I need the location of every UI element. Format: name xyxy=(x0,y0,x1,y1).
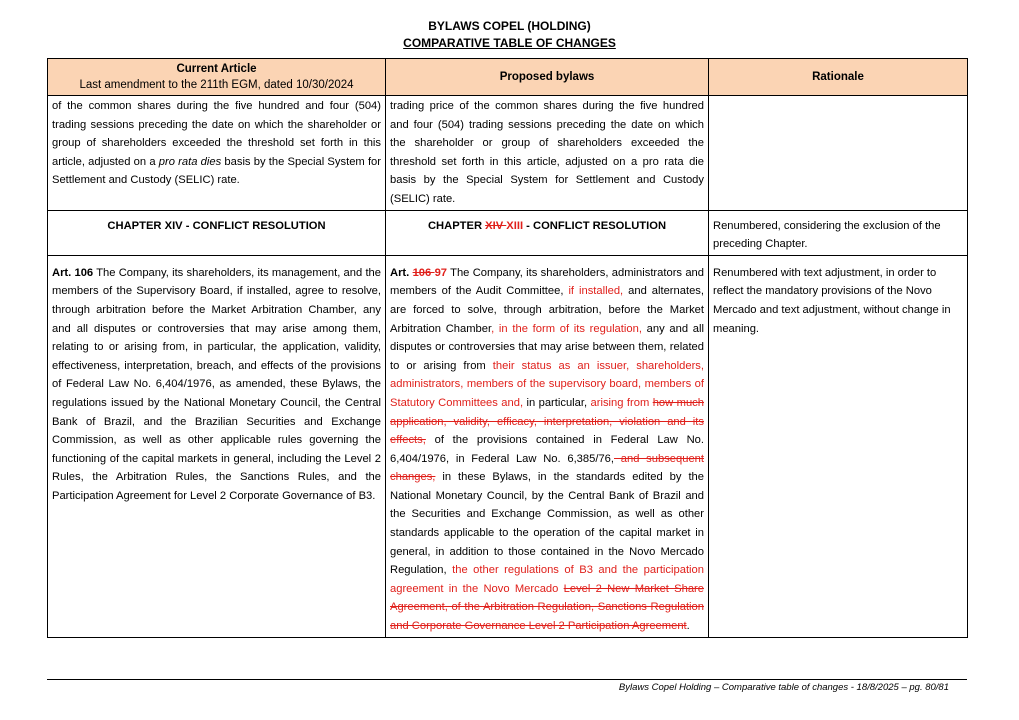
row3-text-1: The Company, its shareholders, administrators and members of the Audit Committee, xyxy=(390,266,704,298)
table-row xyxy=(48,210,968,255)
row2-proposed-b: - CONFLICT RESOLUTION xyxy=(523,219,667,232)
document-title: BYLAWS COPEL (HOLDING) xyxy=(428,19,591,33)
column-header-rationale: Rationale xyxy=(709,59,968,96)
row3-current-text: The Company, its shareholders, its management, and the members of the Supervisory Board, if installed, agree to resolve, through arbitration before the Market Arbitration Chamber, any and all disputes or controversies that may arise among them, relating to or arising from, in particular, the application, validity, effectiveness, interpretation, breach, and effects of the provisions of Federal Law No. 6,404/1976, as amended, these Bylaws, the regulations issued by the National Monetary Council, the Central Bank of Brazil, and the Brazilian Securities and Exchange Commission, as well as other applicable rules governing the functioning of the capital markets in general, including the Level 2 Rules, the Arbitration Rules, the Sanctions Rules, and the Participation Agreement for Level 2 Corporate Governance of B3. xyxy=(52,266,382,502)
page-footer: Bylaws Copel Holding – Comparative table of changes - 18/8/2025 – pg. 80/81 xyxy=(618,682,949,693)
row3-inserted-number: 97 xyxy=(434,266,448,279)
row2-current-chapter: CHAPTER XIV - CONFLICT RESOLUTION xyxy=(48,210,386,255)
comparative-table xyxy=(47,58,968,638)
document-header xyxy=(0,18,1019,52)
row2-rationale-cell: Renumbered, considering the exclusion of the preceding Chapter. xyxy=(709,210,968,255)
row3-text-2: and alternates, are forced to solve, through arbitration, before the Market Arbitration Chamber xyxy=(390,285,705,335)
row2-proposed-deleted: XIV xyxy=(485,219,507,232)
row1-rationale-cell xyxy=(709,96,968,211)
row2-proposed-a: CHAPTER xyxy=(427,219,486,232)
row3-text-4: in particular, xyxy=(523,396,591,409)
row3-deleted-2: how much application, validity, efficacy, interpretation, violation and its effects, xyxy=(390,396,704,447)
current-article-subtitle: Last amendment to the 211th EGM, dated 10/30/2024 xyxy=(79,79,354,91)
document-subtitle: COMPARATIVE TABLE OF CHANGES xyxy=(403,36,616,50)
row3-inserted-2: if installed, xyxy=(568,285,624,298)
current-article-title: Current Article xyxy=(176,63,257,75)
row3-deleted-3: and subsequent changes, xyxy=(390,452,705,484)
row3-text-3: any and all disputes or controversies that may arise between them, related to or arising from xyxy=(390,322,704,372)
row3-text-5: of the provisions contained in Federal Law No. 6,404/1976, in Federal Law No. 6,385/76, xyxy=(390,434,704,465)
row3-proposed-cell xyxy=(386,255,709,637)
row2-proposed-inserted: XIII xyxy=(506,219,524,232)
table-row xyxy=(48,255,968,637)
row3-inserted-5: arising from xyxy=(590,396,653,409)
row3-proposed-art: Art. xyxy=(390,266,413,279)
row1-current-cell xyxy=(48,96,386,211)
row3-rationale-cell: Renumbered with text adjustment, in order to reflect the mandatory provisions of the Novo Mercado and text adjustment, without change in meaning. xyxy=(709,255,968,637)
row3-current-cell xyxy=(48,255,386,637)
row1-current-text: of the common shares during the five hundred and four (504) trading sessions preceding the date on which the shareholder or group of shareholders exceeded the threshold set forth in this article, adjusted on a xyxy=(52,100,381,168)
row2-proposed-chapter xyxy=(386,210,709,255)
row3-text-6: in these Bylaws, in the standards edited by the National Monetary Council, by the Central Bank of Brazil and the Securities and Exchange Commission, as well as other standards applicable to the operation of the capital market in general, in addition to those contained in the Novo Mercado Regulation, xyxy=(390,471,704,577)
table-row xyxy=(48,96,968,211)
footer-divider xyxy=(47,679,967,680)
row3-inserted-3: , in the form of its regulation, xyxy=(491,322,642,335)
column-header-current xyxy=(48,59,386,96)
row3-text-7: . xyxy=(686,620,690,633)
table-header-row xyxy=(48,59,968,96)
row3-deleted-4: Level 2 New Market Share Agreement, of the Arbitration Regulation, Sanctions Regulation and Corporate Governance Level 2 Participation Agreement xyxy=(390,582,704,633)
row3-inserted-4: their status as an issuer, shareholders, administrators, members of the supervisory board, members of Statutory Committees and, xyxy=(390,359,705,409)
row1-proposed-cell: trading price of the common shares during the five hundred and four (504) trading sessions preceding the date on which the shareholder or group of shareholders exceeded the threshold set forth in this article, adjusted on a pro rata die basis by the Special System for Settlement and Custody (SELIC) rate. xyxy=(386,96,709,211)
row1-current-end: basis by the Special System for Settlement and Custody (SELIC) rate. xyxy=(52,155,382,187)
row3-deleted-number: 106 xyxy=(412,266,435,279)
row3-inserted-6: the other regulations of B3 and the participation agreement in the Novo Mercado xyxy=(390,564,704,595)
row3-current-article-number: Art. 106 xyxy=(52,266,94,279)
column-header-proposed: Proposed bylaws xyxy=(386,59,709,96)
row1-current-italic: pro rata dies xyxy=(158,155,222,168)
